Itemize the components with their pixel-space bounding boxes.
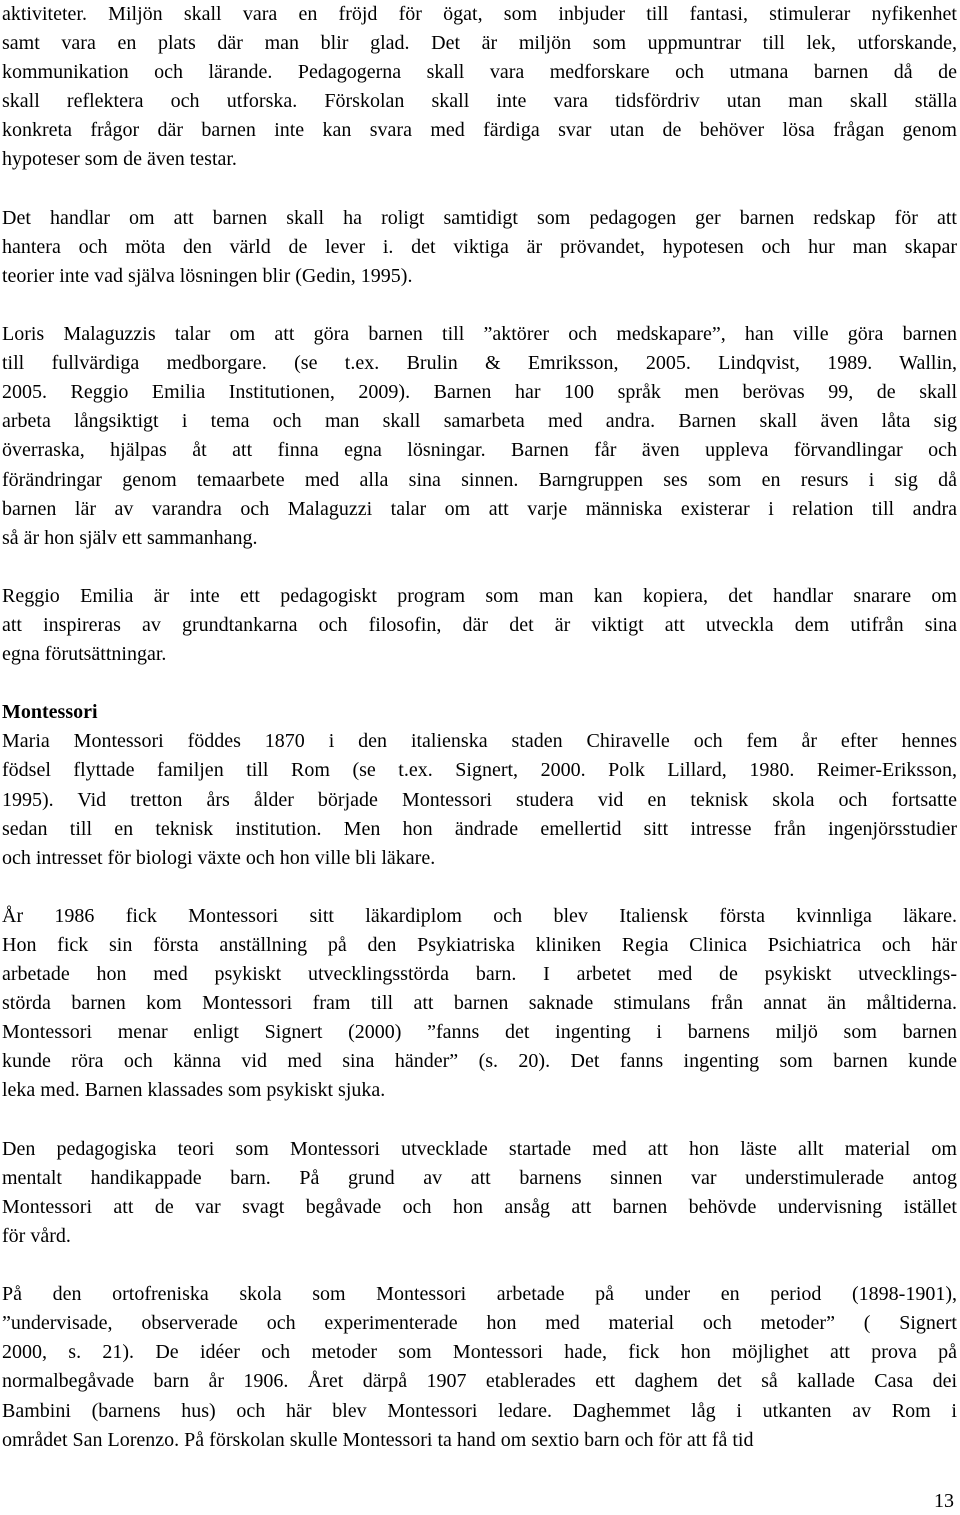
page-number: 13: [934, 1490, 954, 1512]
text-line: till fullvärdiga medborgare. (se t.ex. Brulin & Emriksson, 2005. Lindqvist, 1989. Wallin,: [2, 352, 957, 375]
text-line: 2000, s. 21). De idéer och metoder som Montessori hade, fick hon möjlighet att prova på: [2, 1341, 957, 1364]
text-line: På den ortofreniska skola som Montessori arbetade på under en period (1898-1901),: [2, 1283, 957, 1306]
text-line: ”undervisade, observerade och experimenterade hon med material och metoder” ( Signert: [2, 1312, 957, 1335]
text-line: så är hon själv ett sammanhang.: [2, 526, 258, 549]
text-line: området San Lorenzo. På förskolan skulle Montessori ta hand om sextio barn och för att få tid: [2, 1428, 754, 1451]
section-heading: Montessori: [2, 701, 98, 724]
paragraph: [2, 1280, 957, 1455]
text-line: Hon fick sin första anställning på den Psykiatriska kliniken Regia Clinica Psichiatrica och här: [2, 934, 957, 956]
paragraph-gap: [2, 553, 957, 582]
text-line: hypoteser som de även testar.: [2, 148, 237, 171]
text-line: och intresset för biologi växte och hon ville bli läkare.: [2, 846, 436, 869]
text-line: överraska, hjälpas åt att finna egna lösningar. Barnen får även uppleva förvandlingar och: [2, 439, 957, 462]
text-line: hantera och möta den värld de lever i. det viktiga är prövandet, hypotesen och hur man skapar: [2, 235, 957, 258]
text-line: 2005. Reggio Emilia Institutionen, 2009). Barnen har 100 språk men berövas 99, de skall: [2, 381, 957, 404]
text-line: att inspireras av grundtankarna och filosofin, där det är viktigt att utveckla dem utifrån sina: [2, 613, 957, 636]
text-line: mentalt handikappade barn. På grund av att barnens sinnen var understimulerade antog: [2, 1166, 957, 1189]
text-line: konkreta frågor där barnen inte kan svara med färdiga svar utan de behöver lösa frågan genom: [2, 119, 957, 142]
text-line: Bambini (barnens hus) och här blev Montessori ledare. Daghemmet låg i utkanten av Rom i: [2, 1399, 957, 1422]
paragraph-gap: [2, 175, 957, 204]
text-line: 1995). Vid tretton års ålder började Montessori studera vid en teknisk skola och fortsatte: [2, 788, 957, 811]
text-line: arbeta långsiktigt i tema och man skall samarbeta med andra. Barnen skall även låta sig: [2, 410, 957, 433]
paragraph: [2, 902, 957, 1106]
text-line: Det handlar om att barnen skall ha roligt samtidigt som pedagogen ger barnen redskap för att: [2, 206, 957, 229]
text-line: förändringar genom temaarbete med alla sina sinnen. Barngruppen ses som en resurs i sig då: [2, 468, 957, 491]
text-line: Loris Malaguzzis talar om att göra barnen till ”aktörer och medskapare”, han ville göra barnen: [2, 323, 957, 346]
document-page: [2, 0, 957, 1455]
paragraph: [2, 1135, 957, 1251]
text-line: födsel flyttade familjen till Rom (se t.ex. Signert, 2000. Polk Lillard, 1980. Reimer-Eriksson,: [2, 759, 957, 782]
text-line: Montessori menar enligt Signert (2000) ”fanns det ingenting i barnens miljö som barnen: [2, 1021, 957, 1044]
section: [2, 698, 957, 873]
text-line: sedan till en teknisk institution. Men hon ändrade emellertid sitt intresse från ingenjörsstudier: [2, 817, 957, 840]
text-line: arbetade hon med psykiskt utvecklingsstörda barn. I arbetet med de psykiskt utvecklings-: [2, 963, 957, 986]
paragraph: [2, 204, 957, 291]
paragraph-gap: [2, 873, 957, 902]
text-line: leka med. Barnen klassades som psykiskt sjuka.: [2, 1079, 386, 1102]
text-line: störda barnen kom Montessori fram till att barnen saknade stimulans från annat än måltiderna.: [2, 992, 957, 1015]
text-line: samt vara en plats där man blir glad. Det är miljön som uppmuntrar till lek, utforskande,: [2, 32, 957, 55]
text-line: kunde röra och känna vid med sina händer” (s. 20). Det fanns ingenting som barnen kunde: [2, 1050, 957, 1073]
text-line: Montessori att de var svagt begåvade och hon ansåg att barnen behövde undervisning istället: [2, 1195, 957, 1218]
paragraph: [2, 320, 957, 553]
text-line: skall reflektera och utforska. Förskolan skall inte vara tidsfördriv utan man skall ställa: [2, 90, 957, 113]
text-line: Den pedagogiska teori som Montessori utvecklade startade med att hon läste allt material om: [2, 1137, 957, 1160]
text-line: teorier inte vad själva lösningen blir (Gedin, 1995).: [2, 264, 413, 287]
paragraph-gap: [2, 669, 957, 698]
text-line: egna förutsättningar.: [2, 643, 167, 666]
paragraph-gap: [2, 291, 957, 320]
text-line: År 1986 fick Montessori sitt läkardiplom och blev Italiensk första kvinnliga läkare.: [2, 904, 957, 927]
paragraph: [2, 582, 957, 669]
text-line: barnen lär av varandra och Malaguzzi talar om att varje människa existerar i relation till andra: [2, 497, 957, 520]
paragraph: [2, 0, 957, 175]
text-line: normalbegåvade barn år 1906. Året därpå 1907 etablerades ett daghem det så kallade Casa dei: [2, 1370, 957, 1393]
paragraph-gap: [2, 1106, 957, 1135]
text-line: kommunikation och lärande. Pedagogerna skall vara medforskare och utmana barnen då de: [2, 61, 957, 84]
text-line: aktiviteter. Miljön skall vara en fröjd för ögat, som inbjuder till fantasi, stimulerar nyfikenhet: [2, 3, 957, 25]
text-line: Reggio Emilia är inte ett pedagogiskt program som man kan kopiera, det handlar snarare om: [2, 584, 957, 607]
text-line: för vård.: [2, 1224, 71, 1247]
paragraph-gap: [2, 1251, 957, 1280]
text-line: Maria Montessori föddes 1870 i den italienska staden Chiravelle och fem år efter hennes: [2, 730, 957, 753]
